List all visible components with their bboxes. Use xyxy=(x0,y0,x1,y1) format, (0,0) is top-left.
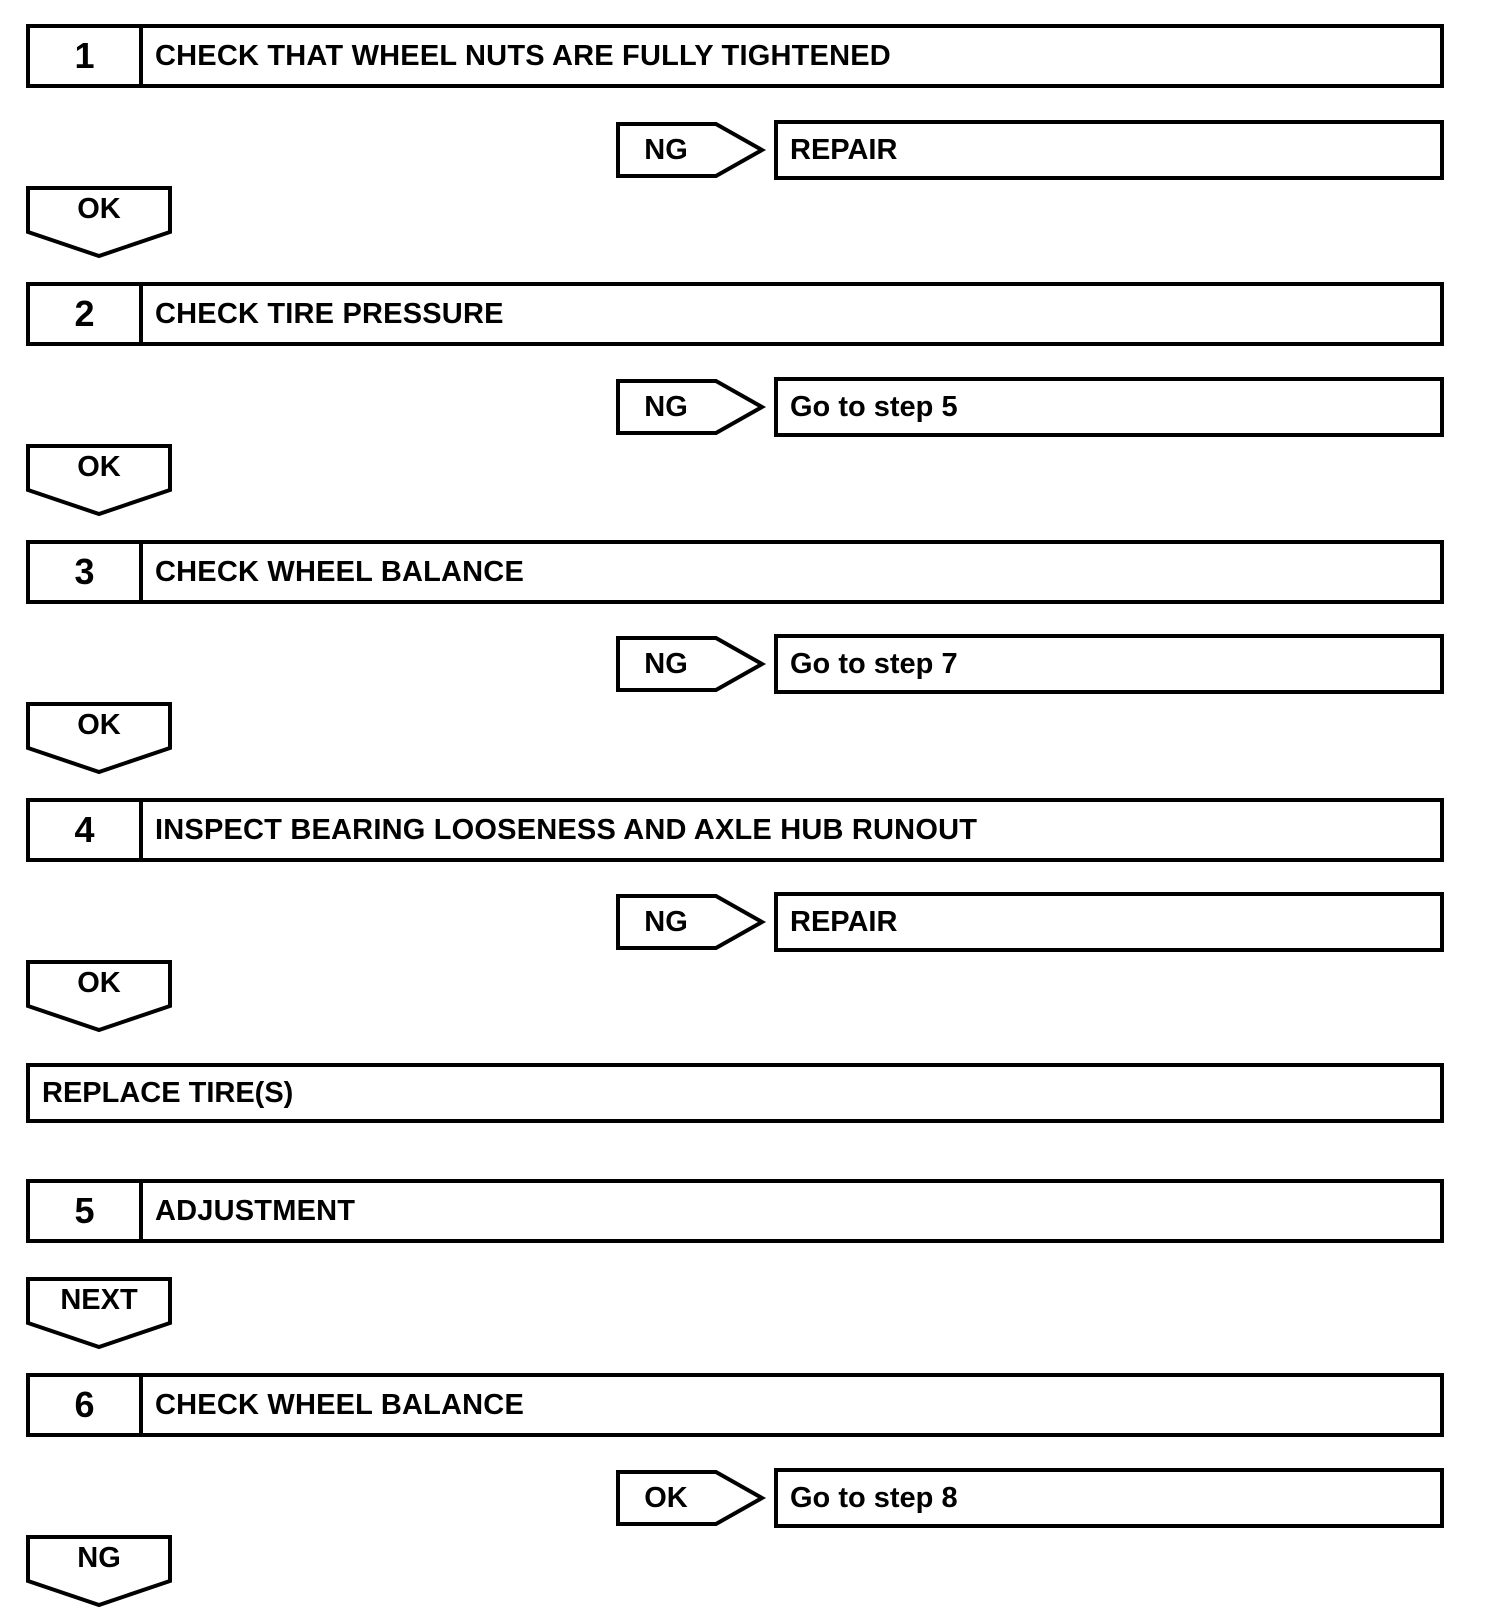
step-2-box xyxy=(26,282,1444,346)
branch-result-1: REPAIR xyxy=(774,120,1444,180)
flow-label: OK xyxy=(77,708,121,741)
branch-label: OK xyxy=(644,1481,688,1514)
step-number: 3 xyxy=(30,544,143,600)
branch-label: NG xyxy=(644,905,688,938)
step-title: INSPECT BEARING LOOSENESS AND AXLE HUB RUNOUT xyxy=(155,813,978,846)
flow-label: OK xyxy=(77,450,121,483)
step-number: 5 xyxy=(30,1183,143,1239)
flow-arrow-1 xyxy=(26,186,172,258)
step-number: 6 xyxy=(30,1377,143,1433)
step-number: 4 xyxy=(30,802,143,858)
flow-arrow-4 xyxy=(26,960,172,1032)
final-action-box: REPLACE TIRE(S) xyxy=(26,1063,1444,1123)
flow-arrow-2 xyxy=(26,444,172,516)
flow-label: NG xyxy=(77,1541,121,1574)
branch-result-4: REPAIR xyxy=(774,892,1444,952)
branch-arrow-2 xyxy=(616,379,764,435)
branch-result-2: Go to step 5 xyxy=(774,377,1444,437)
branch-result-6: Go to step 8 xyxy=(774,1468,1444,1528)
branch-label: NG xyxy=(644,133,688,166)
branch-arrow-6 xyxy=(616,1470,764,1526)
flow-arrow-5 xyxy=(26,1277,172,1349)
flow-arrow-6 xyxy=(26,1535,172,1607)
branch-arrow-4 xyxy=(616,894,764,950)
step-title: CHECK WHEEL BALANCE xyxy=(155,1388,524,1421)
flow-label: NEXT xyxy=(60,1283,138,1316)
step-1-box xyxy=(26,24,1444,88)
step-number: 2 xyxy=(30,286,143,342)
branch-label: NG xyxy=(644,647,688,680)
branch-arrow-3 xyxy=(616,636,764,692)
branch-label: NG xyxy=(644,390,688,423)
flow-arrow-3 xyxy=(26,702,172,774)
branch-result-3: Go to step 7 xyxy=(774,634,1444,694)
branch-arrow-1 xyxy=(616,122,764,178)
step-6-box xyxy=(26,1373,1444,1437)
step-title: CHECK WHEEL BALANCE xyxy=(155,555,524,588)
step-title: CHECK TIRE PRESSURE xyxy=(155,297,504,330)
flow-label: OK xyxy=(77,192,121,225)
step-title: ADJUSTMENT xyxy=(155,1194,356,1227)
step-5-box xyxy=(26,1179,1444,1243)
step-title: CHECK THAT WHEEL NUTS ARE FULLY TIGHTENED xyxy=(155,39,891,72)
step-4-box xyxy=(26,798,1444,862)
flow-label: OK xyxy=(77,966,121,999)
step-3-box xyxy=(26,540,1444,604)
step-number: 1 xyxy=(30,28,143,84)
